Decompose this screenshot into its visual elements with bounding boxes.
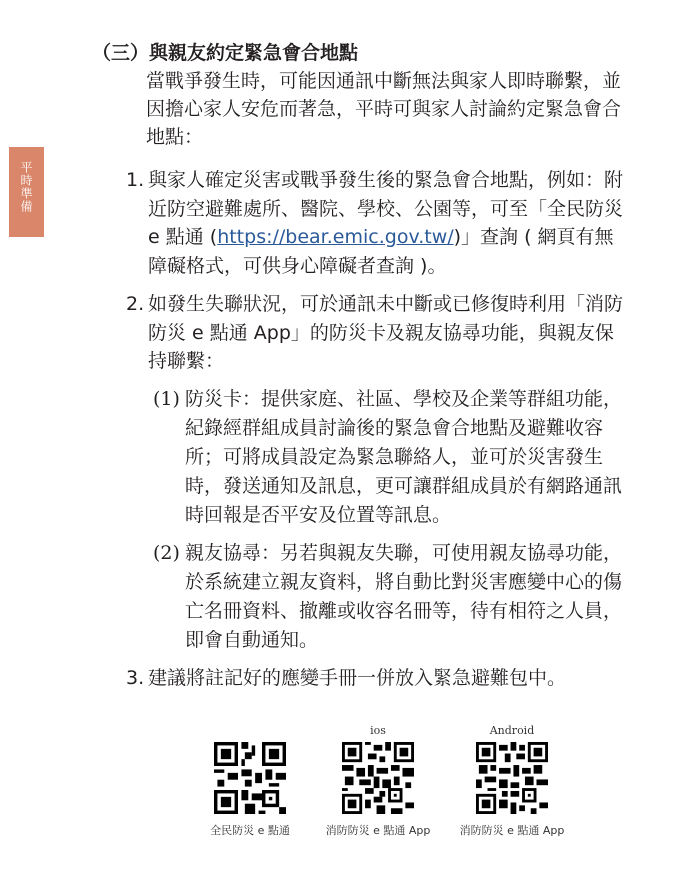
qr-block-android bbox=[452, 724, 572, 838]
qr-block-ios bbox=[318, 724, 438, 838]
sub-item-number: (2) bbox=[153, 542, 180, 564]
qr-caption: 全民防災 e 點通 bbox=[210, 824, 290, 837]
list-item-2 bbox=[126, 290, 628, 376]
sub-item-2 bbox=[153, 539, 630, 655]
qr-code-icon[interactable] bbox=[342, 742, 414, 814]
sub-item-text: 親友協尋：另若與親友失聯，可使用親友協尋功能，於系統建立親友資料，將自動比對災害應變中心的傷亡名冊資料、撤離或收容名冊等，待有相符之人員，即會自動通知。 bbox=[185, 542, 623, 651]
item-number: 3. bbox=[126, 667, 145, 689]
section-intro: 當戰爭發生時，可能因通訊中斷無法與家人即時聯繫，並因擔心家人安危而著急，平時可與家人討論約定緊急會合地點： bbox=[146, 70, 622, 148]
side-tab bbox=[9, 147, 44, 237]
qr-code-icon[interactable] bbox=[214, 742, 286, 814]
item-text-after: )」查詢 ( 網頁有無障礙格式，可供身心障礙者查詢 )。 bbox=[148, 226, 614, 277]
section-heading: （三）與親友約定緊急會合地點 bbox=[92, 42, 359, 64]
sub-item-text: 防災卡：提供家庭、社區、學校及企業等群組功能，紀錄經群組成員討論後的緊急會合地點及避難收容所；可將成員設定為緊急聯絡人，並可於災害發生時，發送通知及訊息，更可讓群組成員於有網路通訊時回報是否平安及位置等訊息。 bbox=[185, 388, 623, 526]
item-number: 2. bbox=[126, 293, 145, 315]
qr-platform: Android bbox=[489, 724, 535, 737]
item-text: 建議將註記好的應變手冊一併放入緊急避難包中。 bbox=[148, 667, 567, 689]
item-number: 1. bbox=[126, 169, 145, 191]
list-item-1 bbox=[126, 166, 628, 280]
item-text: 與家人確定災害或戰爭發生後的緊急會合地點，例如：附近防空避難處所、醫院、學校、公園等，可至「全民防災 e 點通 ( bbox=[148, 169, 624, 248]
list-item-3 bbox=[126, 664, 628, 693]
side-tab-label: 平時準備 bbox=[19, 161, 33, 213]
sub-item-1 bbox=[153, 385, 630, 530]
qr-caption: 消防防災 e 點通 App bbox=[325, 824, 431, 837]
qr-platform bbox=[190, 724, 310, 738]
qr-block-web bbox=[190, 724, 310, 838]
bear-emic-link[interactable]: https://bear.emic.gov.tw/ bbox=[217, 226, 454, 248]
item-text: 如發生失聯狀況，可於通訊未中斷或已修復時利用「消防防災 e 點通 App」的防災卡及親友協尋功能，與親友保持聯繫： bbox=[148, 293, 624, 372]
sub-item-number: (1) bbox=[153, 388, 180, 410]
qr-platform: ios bbox=[370, 724, 386, 737]
qr-code-icon[interactable] bbox=[476, 742, 548, 814]
qr-caption: 消防防災 e 點通 App bbox=[459, 824, 565, 837]
